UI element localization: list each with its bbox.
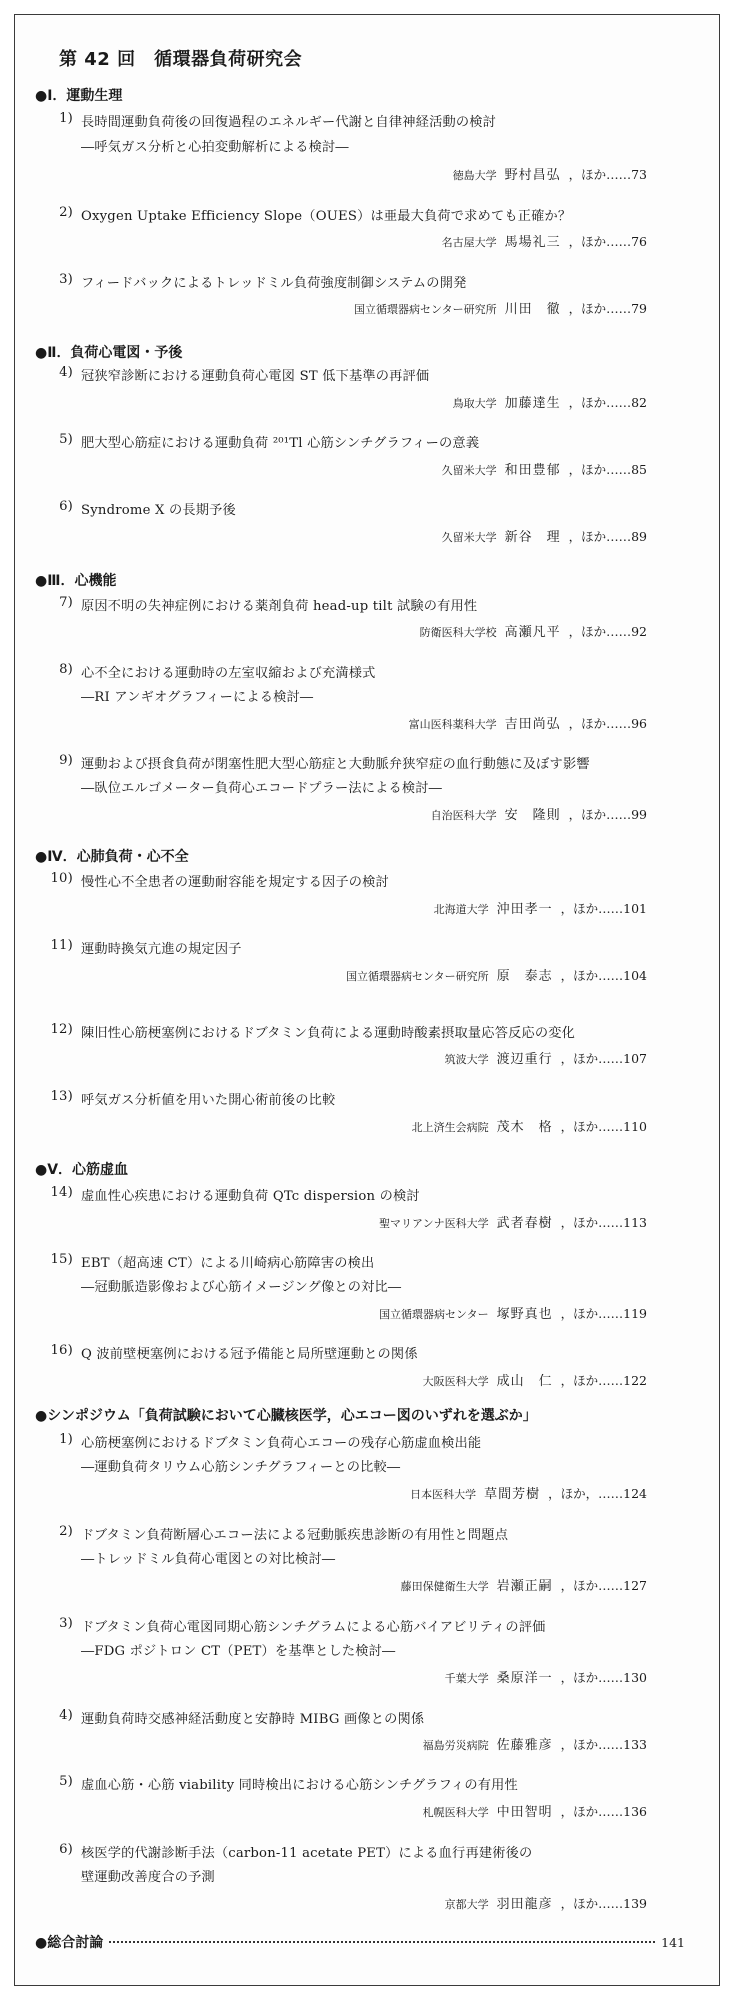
- page-ref: ，ほか……85: [568, 462, 647, 477]
- item-subtitle: ―RI アンギオグラフィーによる検討―: [81, 690, 314, 705]
- leader-dots: [109, 1941, 655, 1943]
- item-title: 慢性心不全患者の運動耐容能を規定する因子の検討: [81, 875, 389, 890]
- item-author: [379, 1212, 647, 1231]
- item-number: 11): [50, 938, 73, 953]
- page-ref: ，ほか……133: [560, 1737, 647, 1752]
- author-name: 渡辺重行: [496, 1052, 553, 1067]
- affiliation: 自治医科大学: [430, 809, 497, 822]
- author-name: 吉田尚弘: [504, 717, 561, 732]
- affiliation: 千葉大学: [444, 1672, 489, 1685]
- item-author: [423, 1801, 647, 1820]
- item-number: 12): [50, 1022, 73, 1037]
- item-subtitle: ―FDG ポジトロン CT（PET）を基準とした検討―: [81, 1644, 396, 1659]
- affiliation: 国立循環器病センター研究所: [346, 970, 489, 983]
- page-ref: ，ほか……107: [560, 1051, 647, 1066]
- item-author: [442, 526, 647, 545]
- affiliation: 藤田保健衛生大学: [400, 1580, 489, 1593]
- section-heading: ●Ⅴ．心筋虚血: [35, 1162, 129, 1178]
- item-subtitle: ―トレッドミル負荷心電図との対比検討―: [81, 1552, 336, 1567]
- item-subtitle: ―運動負荷タリウム心筋シンチグラフィーとの比較―: [81, 1460, 401, 1475]
- item-title: フィードバックによるトレッドミル負荷強度制御システムの開発: [81, 276, 467, 291]
- item-subtitle: ―臥位エルゴメーター負荷心エコードプラー法による検討―: [81, 781, 443, 796]
- item-author: [434, 898, 647, 917]
- section-heading: ●Ⅱ．負荷心電図・予後: [35, 345, 183, 361]
- item-number: 2): [59, 1524, 73, 1539]
- item-number: 2): [59, 205, 73, 220]
- page-ref: ，ほか……99: [568, 807, 647, 822]
- item-subtitle: 壁運動改善度合の予測: [81, 1870, 215, 1885]
- page-title: 第 42 回 循環器負荷研究会: [59, 49, 303, 70]
- page-ref: ，ほか……122: [560, 1373, 647, 1388]
- author-name: 茂木 格: [496, 1120, 553, 1135]
- affiliation: 久留米大学: [441, 531, 497, 544]
- item-author: [445, 1667, 647, 1686]
- item-number: 3): [59, 272, 73, 287]
- item-author: [423, 1370, 647, 1389]
- item-title: 呼気ガス分析値を用いた開心術前後の比較: [81, 1093, 336, 1108]
- item-title: Syndrome X の長期予後: [81, 503, 236, 518]
- item-author: [354, 298, 647, 317]
- affiliation: 北上済生会病院: [411, 1121, 489, 1134]
- item-title: 冠狭窄診断における運動負荷心電図 ST 低下基準の再評価: [81, 369, 430, 384]
- author-name: 沖田孝一: [496, 902, 553, 917]
- item-title: 肥大型心筋症における運動負荷 ²⁰¹Tl 心筋シンチグラフィーの意義: [81, 436, 480, 451]
- page-ref: ，ほか……127: [560, 1578, 647, 1593]
- page-ref: ，ほか……139: [560, 1896, 647, 1911]
- author-name: 中田智明: [496, 1805, 553, 1820]
- item-title: Q 波前壁梗塞例における冠予備能と局所壁運動との関係: [81, 1347, 418, 1362]
- program-page: [14, 14, 720, 1986]
- item-number: 6): [59, 1842, 73, 1857]
- page-ref: ，ほか……73: [568, 167, 647, 182]
- affiliation: 筑波大学: [444, 1053, 489, 1066]
- section-heading: ●シンポジウム「負荷試験において心臓核医学，心エコー図のいずれを選ぶか」: [35, 1408, 537, 1424]
- item-number: 1): [59, 111, 73, 126]
- author-name: 桑原洋一: [496, 1671, 553, 1686]
- item-author: [412, 1116, 647, 1135]
- item-subtitle: ―呼気ガス分析と心拍変動解析による検討―: [81, 140, 349, 155]
- author-name: 佐藤雅彦: [496, 1738, 553, 1753]
- author-name: 羽田龍彦: [496, 1897, 553, 1912]
- affiliation: 日本医科大学: [410, 1488, 477, 1501]
- affiliation: 札幌医科大学: [422, 1806, 489, 1819]
- item-number: 9): [59, 753, 73, 768]
- page-ref: ，ほか……76: [568, 234, 647, 249]
- author-name: 岩瀬正嗣: [496, 1579, 553, 1594]
- item-title: EBT（超高速 CT）による川崎病心筋障害の検出: [81, 1256, 375, 1271]
- item-number: 4): [59, 365, 73, 380]
- section-heading: ●Ⅲ．心機能: [35, 573, 117, 589]
- item-number: 7): [59, 595, 73, 610]
- item-title: 陳旧性心筋梗塞例におけるドブタミン負荷による運動時酸素摂取量応答反応の変化: [81, 1026, 576, 1041]
- page-ref: ，ほか……104: [560, 968, 647, 983]
- item-author: [346, 965, 647, 984]
- author-name: 武者春樹: [496, 1216, 553, 1231]
- general-discussion-row: [35, 1932, 685, 1952]
- item-author: [431, 804, 647, 823]
- general-discussion-label: ●総合討論: [35, 1935, 104, 1951]
- author-name: 成山 仁: [496, 1374, 553, 1389]
- item-number: 16): [50, 1343, 73, 1358]
- item-author: [453, 392, 647, 411]
- author-name: 原 泰志: [496, 969, 553, 984]
- item-author: [379, 1303, 647, 1322]
- author-name: 加藤達生: [504, 396, 561, 411]
- item-author: [442, 231, 647, 250]
- item-title: 心不全における運動時の左室収縮および充満様式: [81, 666, 376, 681]
- author-name: 草間芳樹: [484, 1487, 541, 1502]
- section-heading: ●Ⅰ．運動生理: [35, 88, 123, 104]
- page-ref: ，ほか……101: [560, 901, 647, 916]
- item-title: 虚血心筋・心筋 viability 同時検出における心筋シンチグラフィの有用性: [81, 1778, 518, 1793]
- item-title: 運動負荷時交感神経活動度と安静時 MIBG 画像との関係: [81, 1712, 425, 1727]
- affiliation: 久留米大学: [441, 464, 497, 477]
- item-number: 15): [50, 1252, 73, 1267]
- author-name: 馬場礼三: [504, 235, 561, 250]
- item-number: 5): [59, 1774, 73, 1789]
- page-ref: ，ほか……119: [560, 1306, 647, 1321]
- affiliation: 聖マリアンナ医科大学: [379, 1217, 489, 1230]
- page-ref: ，ほか，……124: [548, 1486, 647, 1501]
- author-name: 塚野真也: [496, 1307, 553, 1322]
- page-ref: ，ほか……92: [568, 624, 647, 639]
- page-ref: ，ほか……113: [560, 1215, 647, 1230]
- author-name: 川田 徹: [504, 302, 561, 317]
- author-name: 安 隆則: [504, 808, 561, 823]
- affiliation: 鳥取大学: [452, 397, 497, 410]
- item-title: ドブタミン負荷心電図同期心筋シンチグラムによる心筋バイアビリティの評価: [81, 1620, 546, 1635]
- item-title: 核医学的代謝診断手法（carbon-11 acetate PET）による血行再建術後の: [81, 1846, 533, 1861]
- affiliation: 名古屋大学: [441, 236, 497, 249]
- general-discussion-page: 141: [661, 1935, 685, 1950]
- item-number: 8): [59, 662, 73, 677]
- item-title: 心筋梗塞例におけるドブタミン負荷心エコーの残存心筋虚血検出能: [81, 1436, 482, 1451]
- item-author: [442, 459, 647, 478]
- item-title: 運動時換気亢進の規定因子: [81, 942, 242, 957]
- item-author: [420, 621, 647, 640]
- item-number: 3): [59, 1616, 73, 1631]
- item-author: [410, 1483, 647, 1502]
- section-heading: ●Ⅳ．心肺負荷・心不全: [35, 849, 189, 865]
- author-name: 高瀬凡平: [504, 625, 561, 640]
- item-number: 14): [50, 1185, 73, 1200]
- item-number: 5): [59, 432, 73, 447]
- page-ref: ，ほか……96: [568, 716, 647, 731]
- item-title: 虚血性心疾患における運動負荷 QTc dispersion の検討: [81, 1189, 420, 1204]
- item-title: 運動および摂食負荷が閉塞性肥大型心筋症と大動脈弁狭窄症の血行動態に及ぼす影響: [81, 757, 590, 772]
- affiliation: 徳島大学: [452, 169, 497, 182]
- item-title: 原因不明の失神症例における薬剤負荷 head-up tilt 試験の有用性: [81, 599, 478, 614]
- affiliation: 国立循環器病センター: [379, 1308, 489, 1321]
- item-author: [423, 1734, 647, 1753]
- item-number: 1): [59, 1432, 73, 1447]
- item-number: 4): [59, 1708, 73, 1723]
- affiliation: 北海道大学: [433, 903, 489, 916]
- item-author: [445, 1893, 647, 1912]
- author-name: 野村昌弘: [504, 168, 561, 183]
- affiliation: 防衛医科大学校: [419, 626, 497, 639]
- item-title: ドブタミン負荷断層心エコー法による冠動脈疾患診断の有用性と問題点: [81, 1528, 509, 1543]
- item-author: [445, 1048, 647, 1067]
- affiliation: 大阪医科大学: [422, 1375, 489, 1388]
- affiliation: 京都大学: [444, 1898, 489, 1911]
- affiliation: 国立循環器病センター研究所: [354, 303, 497, 316]
- page-ref: ，ほか……82: [568, 395, 647, 410]
- affiliation: 福島労災病院: [422, 1739, 489, 1752]
- item-author: [401, 1575, 647, 1594]
- page-ref: ，ほか……130: [560, 1670, 647, 1685]
- item-number: 13): [50, 1089, 73, 1104]
- item-author: [409, 713, 647, 732]
- page-ref: ，ほか……89: [568, 529, 647, 544]
- item-number: 6): [59, 499, 73, 514]
- item-title: 長時間運動負荷後の回復過程のエネルギー代謝と自律神経活動の検討: [81, 115, 497, 130]
- affiliation: 富山医科薬科大学: [408, 718, 497, 731]
- page-ref: ，ほか……136: [560, 1804, 647, 1819]
- author-name: 新谷 理: [504, 530, 561, 545]
- author-name: 和田豊郁: [504, 463, 561, 478]
- page-ref: ，ほか……110: [560, 1119, 647, 1134]
- item-number: 10): [50, 871, 73, 886]
- item-title: Oxygen Uptake Efficiency Slope（OUES）は亜最大負荷で求めても正確か？: [81, 209, 572, 224]
- item-subtitle: ―冠動脈造影像および心筋イメージング像との対比―: [81, 1280, 402, 1295]
- item-author: [453, 164, 647, 183]
- page-ref: ，ほか……79: [568, 301, 647, 316]
